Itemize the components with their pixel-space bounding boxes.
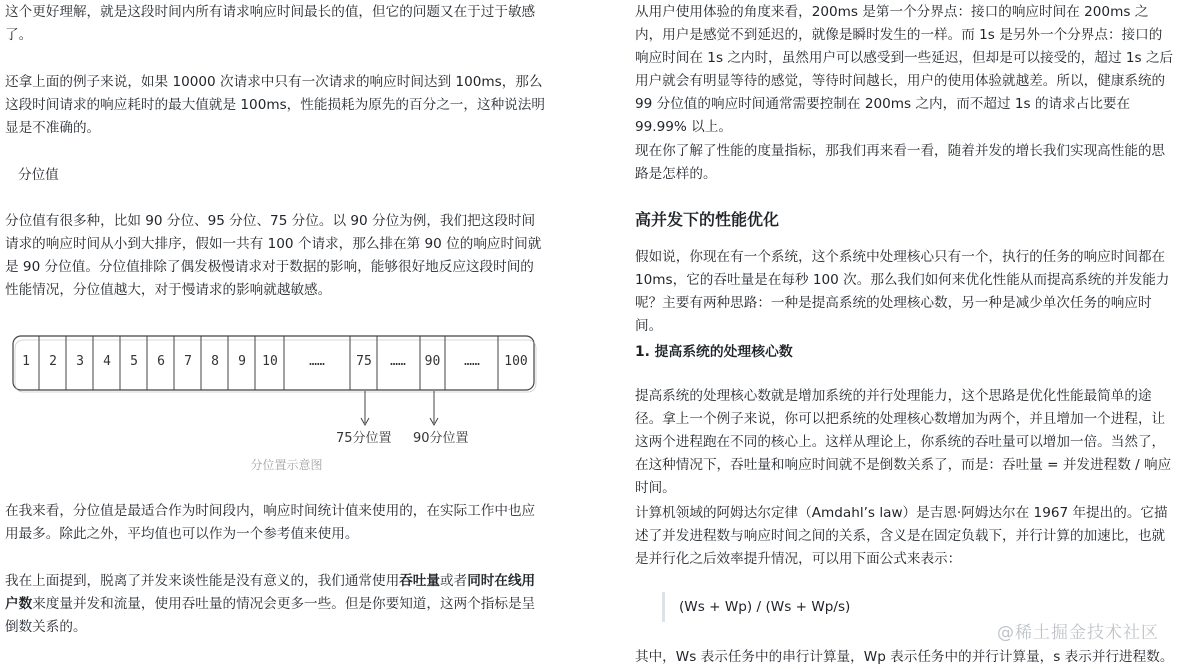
cell-label: 1	[22, 354, 30, 369]
cell-label: 100	[504, 354, 528, 369]
figure-caption: 分位置示意图	[250, 458, 323, 472]
paragraph-max-example: 还拿上面的例子来说，如果 10000 次请求中只有一次请求的响应时间达到 100ms，那么这段时间请求的响应耗时的最大值就是 100ms，性能损耗为原先的百分之一，这种说法明显是不准确的。	[5, 74, 545, 136]
cell-label: 4	[103, 354, 111, 369]
cell-label: 5	[130, 354, 138, 369]
cell-label: 6	[157, 354, 165, 369]
cell-label: ……	[390, 354, 406, 369]
subheading-percentile: 分位值	[18, 167, 59, 183]
cell-label: ……	[309, 354, 325, 369]
paragraph-core-count: 提高系统的处理核心数就是增加系统的并行处理能力，这个思路是优化性能最简单的途径。拿上一个例子来说，你可以把系统的处理核心数增加为两个，并且增加一个进程，让这两个进程跑在不同的核心上。这样从理论上，你系统的吞吐量可以增加一倍。当然了，在这种情况下，吞吐量和响应时间就不是倒数关系了，而是：吞吐量 = 并发进程数 / 响应时间。	[635, 388, 1172, 496]
throughput-text-or: 或者	[440, 573, 468, 589]
paragraph-percentile-usage: 在我来看，分位值是最适合作为时间段内，响应时间统计值来使用的，在实际工作中也应用最多。除此之外，平均值也可以作为一个参考值来使用。	[5, 503, 536, 542]
paragraph-variables: 其中，Ws 表示任务中的串行计算量，Wp 表示任务中的并行计算量，s 表示并行进程数。	[635, 649, 1174, 665]
pointer-label-75: 75分位置	[336, 431, 392, 446]
paragraph-user-experience: 从用户使用体验的角度来看，200ms 是第一个分界点：接口的响应时间在 200ms 之内，用户是感觉不到延迟的，就像是瞬时发生的一样。而 1s 是另外一个分界点：接口的响应时间在 1s 之内时，虽然用户可以感受到一些延迟，但却是可以接受的，超过 1s 之后用户就会有明显等待的感觉，等待时间越长，用户的使用体验就越差。所以，健康系统的 99 分位值的响应时间通常需要控制在 200ms 之内，而不超过 1s 的请求占比要在 99.99% 以上。	[635, 4, 1174, 135]
throughput-text-d: 来度量并发和流量，使用吞吐量的情况会更多一些。但是你要知道，这两个指标是呈倒数关系的。	[5, 596, 536, 635]
cell-label: 10	[262, 354, 278, 369]
paragraph-percentile: 分位值有很多种，比如 90 分位、95 分位、75 分位。以 90 分位为例，我们把这段时间请求的响应时间从小到大排序，假如一共有 100 个请求，那么排在第 90 位的响应时间就是 90 分位值。分位值排除了偶发极慢请求对于数据的影响，能够很好地反应这段时间的性能情况，分位值越大，对于慢请求的影响就越敏感。	[5, 213, 542, 298]
cell-label: 3	[76, 354, 84, 369]
watermark: @稀土掘金技术社区	[997, 623, 1159, 643]
paragraph-throughput	[5, 570, 545, 639]
cell-label: 9	[238, 354, 246, 369]
paragraph-system-example: 假如说，你现在有一个系统，这个系统中处理核心只有一个，执行的任务的响应时间都在 10ms，它的吞吐量是在每秒 100 次。那么我们如何来优化性能从而提高系统的并发能力呢？主要有两种思路：一种是提高系统的处理核心数，另一种是减少单次任务的响应时间。	[635, 249, 1170, 334]
throughput-text-a: 我在上面提到，脱离了并发来谈性能是没有意义的，我们通常使用	[5, 573, 400, 589]
cell-label: 90	[424, 354, 441, 369]
pointer-label-90: 90分位置	[413, 431, 469, 446]
amdahl-formula: (Ws + Wp) / (Ws + Wp/s)	[662, 592, 979, 622]
cell-label: 7	[184, 354, 192, 369]
subsection-heading: 1. 提高系统的处理核心数	[635, 344, 793, 360]
paragraph-amdahl: 计算机领域的阿姆达尔定律（Amdahl’s law）是吉恩·阿姆达尔在 1967 年提出的。它描述了并发进程数与响应时间之间的关系，含义是在固定负载下，并行计算的加速比，也就是并行化之后效率提升情况，可以用下面公式来表示：	[635, 505, 1168, 567]
cell-label: 2	[49, 354, 57, 369]
paragraph-max-value: 这个更好理解，就是这段时间内所有请求响应时间最长的值，但它的问题又在于过于敏感了。	[5, 4, 536, 43]
online-users-bold-term: 同时在线用户数	[5, 573, 536, 612]
throughput-bold-term: 吞吐量	[399, 573, 440, 589]
cell-label: 75	[356, 354, 372, 369]
paragraph-transition: 现在你了解了性能的度量指标，那我们再来看一看，随着并发的增长我们实现高性能的思路是怎样的。	[635, 143, 1166, 182]
cell-label: ……	[464, 354, 480, 369]
section-heading: 高并发下的性能优化	[635, 210, 780, 229]
percentile-diagram	[12, 335, 535, 393]
cell-label: 8	[211, 354, 219, 369]
